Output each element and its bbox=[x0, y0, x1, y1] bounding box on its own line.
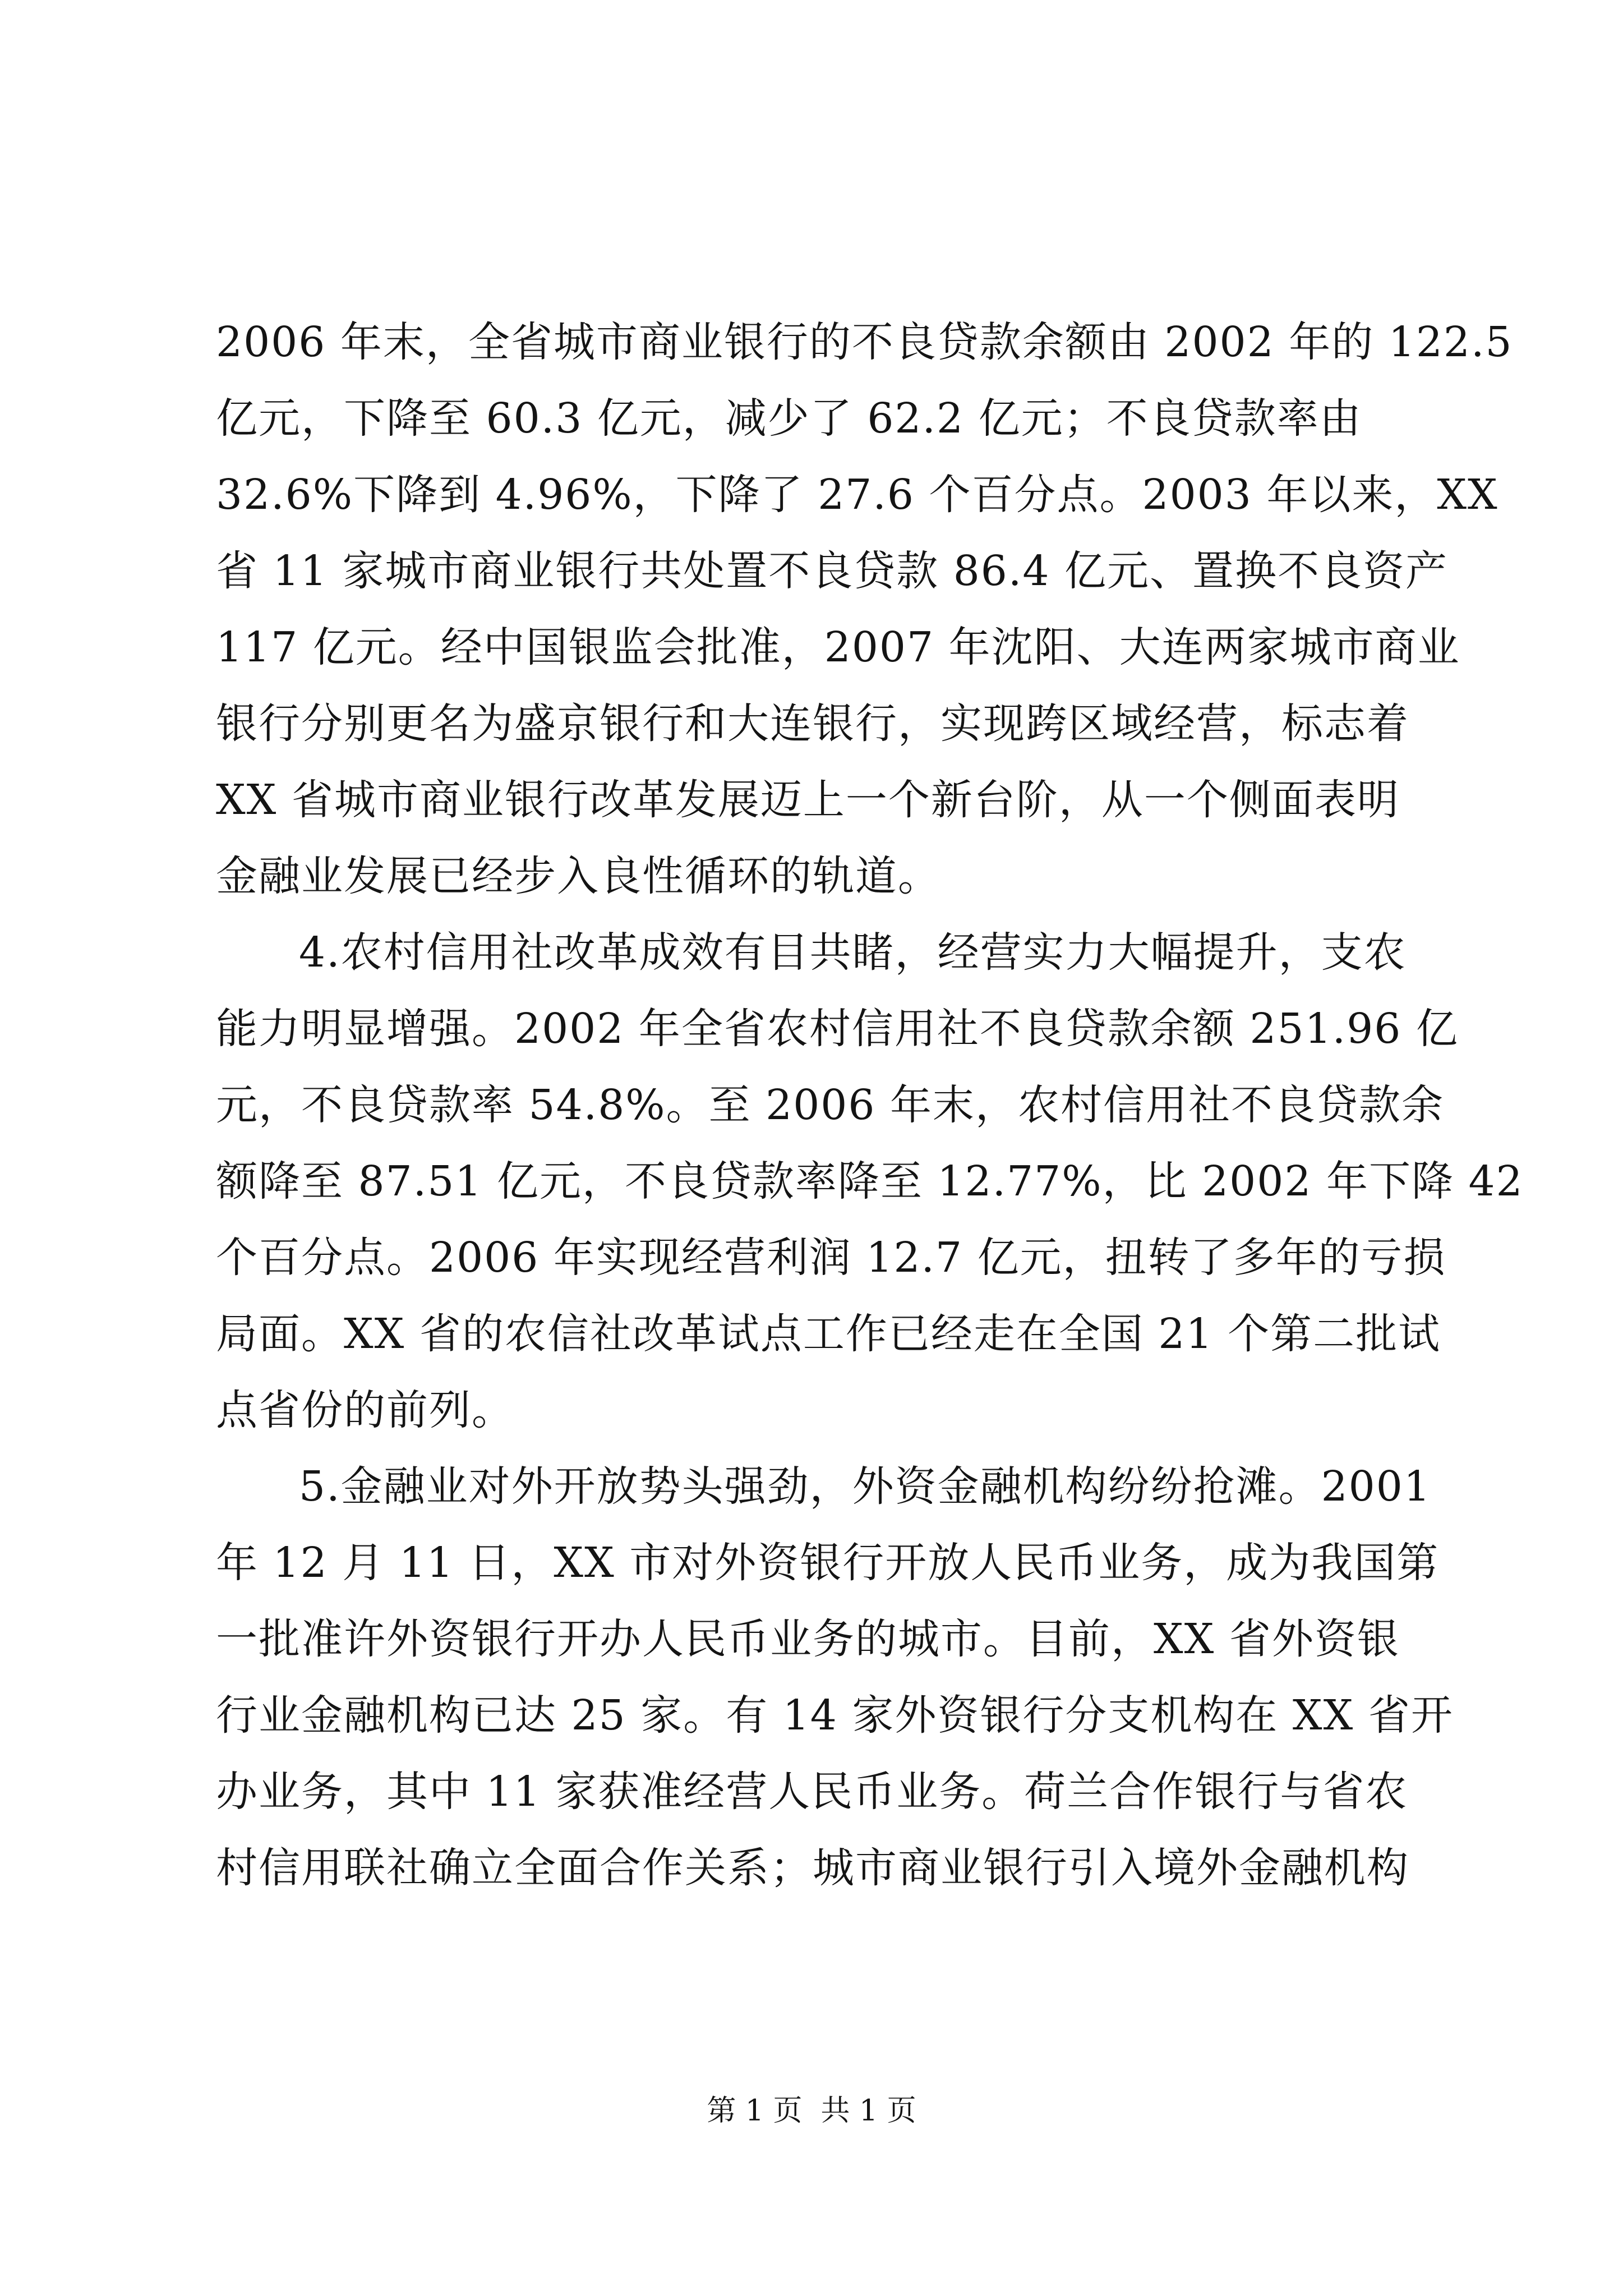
text-line: 金融业发展已经步入良性循环的轨道。 bbox=[216, 852, 940, 900]
text-line: 银行分别更名为盛京银行和大连银行，实现跨区域经营，标志着 bbox=[216, 700, 1409, 748]
text-line: 117 亿元。经中国银监会批准，2007 年沈阳、大连两家城市商业 bbox=[216, 623, 1460, 671]
text-line: 行业金融机构已达 25 家。有 14 家外资银行分支机构在 XX 省开 bbox=[216, 1691, 1454, 1740]
text-line: 点省份的前列。 bbox=[216, 1386, 514, 1434]
text-line: 元，不良贷款率 54.8%。至 2006 年末，农村信用社不良贷款余 bbox=[216, 1081, 1444, 1129]
page-footer: 第 1 页 共 1 页 bbox=[707, 2094, 916, 2128]
text-line: 个百分点。2006 年实现经营利润 12.7 亿元，扭转了多年的亏损 bbox=[216, 1234, 1446, 1282]
text-line: 额降至 87.51 亿元，不良贷款率降至 12.77%，比 2002 年下降 42 bbox=[216, 1157, 1524, 1205]
text-line: 村信用联社确立全面合作关系；城市商业银行引入境外金融机构 bbox=[216, 1844, 1409, 1892]
text-line: 能力明显增强。2002 年全省农村信用社不良贷款余额 251.96 亿 bbox=[216, 1005, 1459, 1053]
text-line: 2006 年末，全省城市商业银行的不良贷款余额由 2002 年的 122.5 bbox=[216, 318, 1513, 366]
text-line: 局面。XX 省的农信社改革试点工作已经走在全国 21 个第二批试 bbox=[216, 1310, 1441, 1358]
text-line: 5.金融业对外开放势头强劲，外资金融机构纷纷抢滩。2001 bbox=[299, 1462, 1431, 1511]
text-line: 省 11 家城市商业银行共处置不良贷款 86.4 亿元、置换不良资产 bbox=[216, 547, 1449, 595]
text-line: 4.农村信用社改革成效有目共睹，经营实力大幅提升，支农 bbox=[299, 928, 1407, 977]
text-line: 亿元，下降至 60.3 亿元，减少了 62.2 亿元；不良贷款率由 bbox=[216, 394, 1362, 443]
text-line: 32.6%下降到 4.96%，下降了 27.6 个百分点。2003 年以来，XX bbox=[216, 471, 1498, 519]
text-line: 年 12 月 11 日，XX 市对外资银行开放人民币业务，成为我国第 bbox=[216, 1539, 1440, 1587]
text-line: XX 省城市商业银行改革发展迈上一个新台阶，从一个侧面表明 bbox=[216, 776, 1400, 824]
text-line: 一批准许外资银行开办人民币业务的城市。目前，XX 省外资银 bbox=[216, 1615, 1400, 1663]
document-body bbox=[216, 304, 1524, 1906]
text-line: 办业务，其中 11 家获准经营人民币业务。荷兰合作银行与省农 bbox=[216, 1768, 1408, 1816]
